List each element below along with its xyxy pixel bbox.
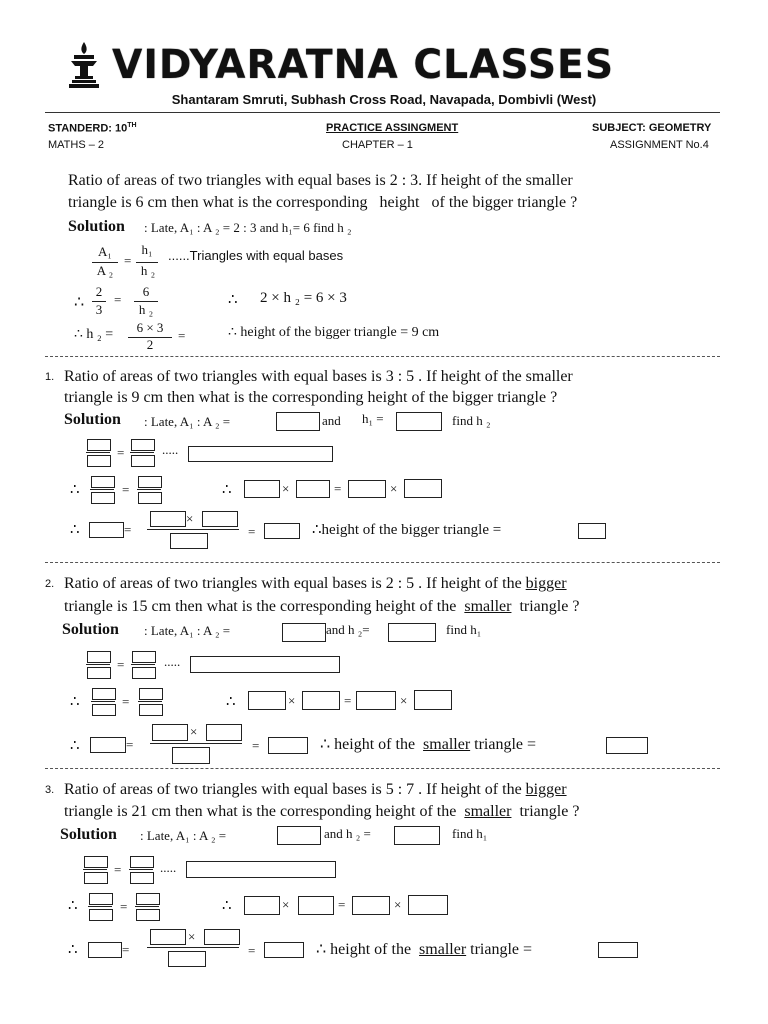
lamp-logo-icon: [66, 40, 102, 90]
q3-final-text: ∴ height of the smaller triangle =: [316, 941, 533, 958]
fraction-6x3: 6 × 3: [136, 320, 164, 335]
answer-box[interactable]: [204, 929, 240, 945]
question-number: 3.: [45, 784, 55, 796]
example-question-line2: triangle is 6 cm then what is the corresponding height of the bigger triangle ?: [68, 194, 578, 211]
answer-box[interactable]: [388, 623, 436, 642]
answer-box[interactable]: [89, 522, 124, 538]
answer-box[interactable]: [606, 737, 648, 754]
fraction-a2: A ₂: [96, 263, 114, 278]
answer-box[interactable]: [139, 704, 163, 716]
fraction-2: 2: [95, 284, 103, 299]
fraction-bar: [86, 664, 110, 665]
q1-line1: Ratio of areas of two triangles with equal bases is 3 : 5 . If height of the smaller: [64, 368, 573, 385]
find-label: find h₁: [452, 826, 488, 841]
q1-solution-label: Solution: [64, 411, 121, 428]
answer-box[interactable]: [138, 476, 162, 488]
equals-sign: =: [122, 942, 130, 957]
equals-sign: =: [338, 897, 346, 912]
times-sign: ×: [400, 693, 408, 708]
example-answer: ∴ height of the bigger triangle = 9 cm: [228, 325, 440, 340]
q2-line1: Ratio of areas of two triangles with equal bases is 2 : 5 . If height of the bigger: [64, 575, 567, 592]
therefore-symbol: ∴: [74, 294, 85, 311]
answer-box[interactable]: [87, 651, 111, 663]
fraction-bar: [138, 701, 162, 702]
answer-box[interactable]: [131, 439, 155, 451]
fraction-6: 6: [142, 284, 150, 299]
answer-box[interactable]: [414, 690, 452, 710]
fraction-bar: [131, 664, 155, 665]
answer-box[interactable]: [89, 893, 113, 905]
answer-box[interactable]: [138, 492, 162, 504]
answer-box[interactable]: [578, 523, 606, 539]
dots: .....: [160, 860, 177, 875]
answer-box[interactable]: [298, 896, 334, 915]
answer-box[interactable]: [132, 667, 156, 679]
answer-box[interactable]: [202, 511, 238, 527]
example-solution-label: Solution: [68, 218, 125, 235]
q3-given: : Late, A₁ : A ₂ =: [140, 828, 227, 843]
dots: .....: [162, 442, 179, 457]
answer-box[interactable]: [84, 856, 108, 868]
equals-sign: =: [114, 292, 122, 307]
answer-box[interactable]: [348, 480, 386, 498]
fraction-a1: A₁: [98, 244, 112, 259]
equals-sign: =: [126, 737, 134, 752]
answer-box[interactable]: [90, 737, 126, 753]
reason-box[interactable]: [190, 656, 340, 673]
times-sign: ×: [282, 897, 290, 912]
h1-label: h₁ =: [362, 411, 384, 426]
answer-box[interactable]: [150, 929, 186, 945]
assignment-label: ASSIGNMENT No.4: [610, 139, 709, 151]
answer-box[interactable]: [244, 480, 280, 498]
and-label: and: [322, 413, 341, 428]
fraction-bar: [129, 869, 153, 870]
q3-line2: triangle is 21 cm then what is the corresponding height of the smaller triangle ?: [64, 803, 580, 820]
example-given: : Late, A₁ : A ₂ = 2 : 3 and h₁= 6 find h ₂: [144, 220, 352, 235]
and-label: and h ₂=: [326, 622, 370, 637]
answer-box[interactable]: [168, 951, 206, 967]
find-label: find h₁: [446, 622, 482, 637]
equals-sign: =: [124, 522, 132, 537]
cross-multiply-equation: 2 × h ₂ = 6 × 3: [260, 290, 347, 306]
times-sign: ×: [188, 929, 196, 944]
therefore-symbol: ∴: [226, 694, 236, 710]
answer-box[interactable]: [170, 533, 208, 549]
times-sign: ×: [282, 481, 290, 496]
answer-box[interactable]: [130, 872, 154, 884]
q2-solution-label: Solution: [62, 621, 119, 638]
page-title: VIDYARATNA CLASSES: [112, 42, 615, 88]
equals-sign: =: [120, 899, 128, 914]
answer-box[interactable]: [404, 479, 442, 498]
section-divider: [45, 356, 720, 357]
fraction-bar: [135, 906, 159, 907]
times-sign: ×: [390, 481, 398, 496]
fraction-bar: [88, 906, 112, 907]
equals-sign: =: [248, 943, 256, 958]
answer-box[interactable]: [136, 893, 160, 905]
therefore-symbol: ∴: [70, 522, 80, 538]
therefore-symbol: ∴: [70, 482, 80, 498]
equals-sign: =: [334, 481, 342, 496]
q3-solution-label: Solution: [60, 826, 117, 843]
equals-sign: =: [122, 694, 130, 709]
reason-box[interactable]: [188, 446, 333, 462]
q1-final-text: ∴height of the bigger triangle =: [312, 522, 502, 538]
reason-box[interactable]: [186, 861, 336, 878]
answer-box[interactable]: [598, 942, 638, 958]
answer-box[interactable]: [131, 455, 155, 467]
equals-sign: =: [124, 253, 132, 268]
times-sign: ×: [186, 511, 194, 526]
answer-box[interactable]: [89, 909, 113, 921]
therefore-symbol: ∴: [68, 942, 78, 958]
therefore-symbol: ∴: [228, 292, 238, 308]
q2-final-text: ∴ height of the smaller triangle =: [320, 736, 537, 753]
therefore-symbol: ∴: [68, 898, 78, 914]
answer-box[interactable]: [282, 623, 326, 642]
find-label: find h ₂: [452, 413, 491, 428]
answer-box[interactable]: [296, 480, 330, 498]
chapter-label: CHAPTER – 1: [342, 139, 413, 151]
practice-label: PRACTICE ASSINGMENT: [326, 122, 459, 134]
fraction-bar: [150, 743, 242, 744]
q1-line2: triangle is 9 cm then what is the corresponding height of the bigger triangle ?: [64, 389, 558, 406]
fraction-h1: h₁: [141, 242, 153, 257]
answer-box[interactable]: [356, 691, 396, 710]
fraction-bar: [83, 869, 107, 870]
fraction-bar: [91, 701, 115, 702]
times-sign: ×: [394, 897, 402, 912]
q3-line1: Ratio of areas of two triangles with equal bases is 5 : 7 . If height of the bigger: [64, 781, 567, 798]
answer-box[interactable]: [396, 412, 442, 431]
times-sign: ×: [190, 724, 198, 739]
answer-box[interactable]: [84, 872, 108, 884]
q2-line2: triangle is 15 cm then what is the corresponding height of the smaller triangle ?: [64, 598, 580, 615]
section-divider: [45, 768, 720, 769]
answer-box[interactable]: [172, 747, 210, 764]
answer-box[interactable]: [244, 896, 280, 915]
q2-given: : Late, A₁ : A ₂ =: [144, 623, 231, 638]
fraction-bar: [86, 452, 110, 453]
equals-sign: =: [122, 482, 130, 497]
answer-box[interactable]: [92, 704, 116, 716]
answer-box[interactable]: [152, 724, 188, 741]
example-question-line1: Ratio of areas of two triangles with equal bases is 2 : 3. If height of the smaller: [68, 172, 573, 189]
fraction-h2: h ₂: [140, 263, 156, 278]
equals-sign: =: [114, 862, 122, 877]
answer-box[interactable]: [277, 826, 321, 845]
answer-box[interactable]: [139, 688, 163, 700]
therefore-symbol: ∴: [222, 898, 232, 914]
times-sign: ×: [288, 693, 296, 708]
fraction-bar: [137, 489, 161, 490]
answer-box[interactable]: [352, 896, 390, 915]
answer-box[interactable]: [206, 724, 242, 741]
equals-sign: =: [252, 738, 260, 753]
therefore-symbol: ∴: [222, 482, 232, 498]
answer-box[interactable]: [87, 667, 111, 679]
equals-sign: =: [248, 524, 256, 539]
answer-box[interactable]: [268, 737, 308, 754]
subject-label: SUBJECT: GEOMETRY: [592, 122, 712, 134]
therefore-symbol: ∴: [70, 738, 80, 754]
equals-sign: =: [178, 328, 186, 343]
answer-box[interactable]: [136, 909, 160, 921]
question-number: 1.: [45, 371, 55, 383]
q1-given: : Late, A₁ : A ₂ =: [144, 414, 231, 429]
answer-box[interactable]: [88, 942, 122, 958]
equal-bases-note: ......Triangles with equal bases: [168, 248, 344, 263]
question-number: 2.: [45, 578, 55, 590]
answer-box[interactable]: [248, 691, 286, 710]
equals-sign: =: [344, 693, 352, 708]
answer-box[interactable]: [408, 895, 448, 915]
dots: .....: [164, 654, 181, 669]
answer-box[interactable]: [276, 412, 320, 431]
answer-box[interactable]: [394, 826, 440, 845]
equals-sign: =: [117, 445, 125, 460]
address: Shantaram Smruti, Subhash Cross Road, Navapada, Dombivli (West): [171, 92, 597, 107]
header-rule: [45, 112, 720, 113]
fraction-bar: [147, 529, 239, 530]
subject-line: MATHS – 2: [48, 139, 105, 151]
fraction-bar: [130, 452, 154, 453]
fraction-2: 2: [146, 337, 154, 352]
fraction-bar: [90, 489, 114, 490]
section-divider: [45, 562, 720, 563]
answer-box[interactable]: [92, 688, 116, 700]
fraction-bar: [147, 947, 239, 948]
equals-sign: =: [117, 657, 125, 672]
answer-box[interactable]: [91, 476, 115, 488]
fraction-3: 3: [95, 302, 103, 317]
answer-box[interactable]: [130, 856, 154, 868]
answer-box[interactable]: [87, 439, 111, 451]
answer-box[interactable]: [91, 492, 115, 504]
answer-box[interactable]: [87, 455, 111, 467]
therefore-symbol: ∴: [70, 694, 80, 710]
h2-equals: ∴ h ₂ =: [74, 327, 114, 342]
answer-box[interactable]: [302, 691, 340, 710]
answer-box[interactable]: [150, 511, 186, 527]
answer-box[interactable]: [264, 523, 300, 539]
answer-box[interactable]: [132, 651, 156, 663]
answer-box[interactable]: [264, 942, 304, 958]
standard-label: STANDERD: 10TH: [48, 122, 137, 135]
fraction-h2: h ₂: [138, 302, 154, 317]
and-label: and h ₂ =: [324, 826, 371, 841]
